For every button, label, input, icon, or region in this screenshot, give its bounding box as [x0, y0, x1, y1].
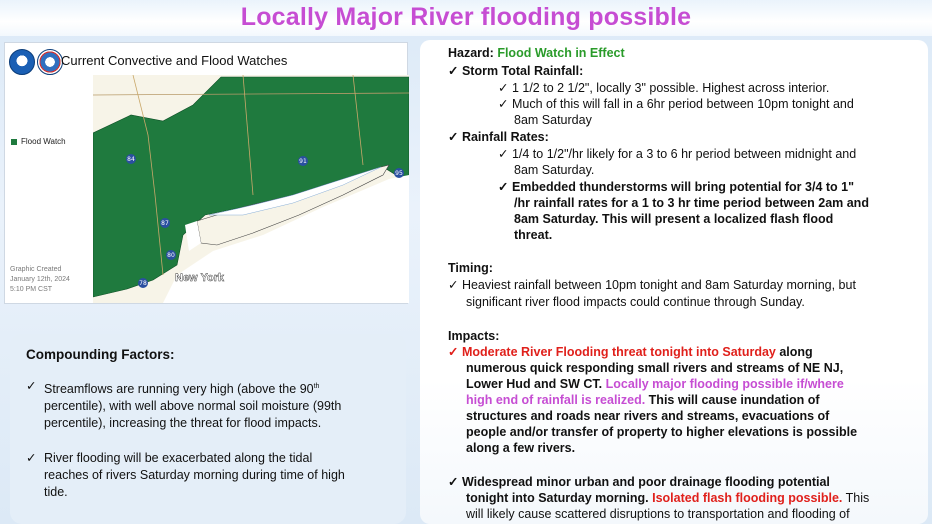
rates-bullet-cont: /hr rainfall rates for a 1 to 3 hr time period between 2am and [514, 196, 869, 210]
impact-item: ✓ Moderate River Flooding threat tonight into Saturday along [448, 345, 813, 359]
factor-item: ✓ Streamflows are running very high (above the 90th percentile), with well above normal soil moisture (99th percentile), increasing the threat for flood impacts. [26, 379, 342, 431]
svg-text:80: 80 [167, 252, 175, 259]
rates-bullet-cont: 8am Saturday. This will present a localized flash flood [514, 212, 834, 226]
graphic-created-note: Graphic Created January 12th, 2024 5:10 PM CST [10, 266, 70, 293]
rates-bullet-cont: 8am Saturday. [514, 163, 595, 177]
watch-map-panel [4, 42, 408, 304]
rates-bullet-cont: threat. [514, 228, 553, 242]
rainfall-bullet-cont: 8am Saturday [514, 113, 592, 127]
slide-title: Locally Major River flooding possible [240, 3, 692, 31]
check-icon: ✓ [26, 451, 37, 465]
hazard-details-panel [420, 40, 928, 524]
map-legend [11, 137, 66, 146]
impact-item-cont: people and/or transfer of property to higher elevations is possible [466, 425, 858, 439]
svg-text:84: 84 [127, 156, 135, 163]
factors-title: Compounding Factors: [26, 347, 175, 362]
impact-item-cont: will likely cause scattered disruptions to transportation and flooding of [466, 507, 850, 521]
nws-logo-icon [37, 49, 63, 75]
impact-item: ✓ Widespread minor urban and poor drainage flooding potential [448, 475, 830, 489]
rates-heading: ✓ Rainfall Rates: [448, 130, 549, 144]
impacts-heading: Impacts: [448, 329, 500, 343]
rainfall-bullet: ✓ Much of this will fall in a 6hr period between 10pm tonight and [498, 97, 854, 111]
compounding-factors-panel [10, 334, 406, 524]
flood-watch-swatch [11, 139, 17, 145]
hazard-line: Hazard: Flood Watch in Effect [448, 46, 625, 60]
impact-item-cont: along a few rivers. [466, 441, 576, 455]
check-icon: ✓ [26, 379, 37, 393]
rates-bullet: ✓ 1/4 to 1/2"/hr likely for a 3 to 6 hr period between midnight and [498, 147, 857, 161]
impact-item-cont: tonight into Saturday morning. Isolated flash flooding possible. This [466, 491, 870, 505]
timing-heading: Timing: [448, 261, 493, 275]
svg-text:78: 78 [139, 280, 147, 287]
svg-text:91: 91 [299, 158, 307, 165]
city-label-new-york: New York [175, 272, 225, 284]
timing-bullet-cont: significant river flood impacts could continue through Sunday. [466, 295, 805, 309]
map-title: Current Convective and Flood Watches [61, 53, 288, 68]
impact-item-cont: Lower Hud and SW CT. Locally major flooding possible if/where [466, 377, 844, 391]
svg-text:95: 95 [395, 170, 403, 177]
impact-item-cont: numerous quick responding small rivers and streams of NE NJ, [466, 361, 844, 375]
title-banner [0, 0, 932, 36]
legend-label: Flood Watch [21, 137, 66, 146]
rates-bullet: ✓ Embedded thunderstorms will bring potential for 3/4 to 1" [498, 180, 855, 194]
svg-text:87: 87 [161, 220, 169, 227]
impact-item-cont: high end of rainfall is realized. This will cause inundation of [466, 393, 820, 407]
noaa-logo-icon [9, 49, 35, 75]
impact-item-cont: structures and roads near rivers and streams, evacuations of [466, 409, 830, 423]
timing-bullet: ✓ Heaviest rainfall between 10pm tonight and 8am Saturday morning, but [448, 278, 856, 292]
watch-map [93, 75, 409, 303]
rainfall-bullet: ✓ 1 1/2 to 2 1/2", locally 3" possible. Highest across interior. [498, 81, 830, 95]
factor-item: ✓ River flooding will be exacerbated along the tidal reaches of rivers Saturday morning during time of high tide. [26, 451, 345, 499]
rainfall-heading: ✓ Storm Total Rainfall: [448, 64, 584, 78]
